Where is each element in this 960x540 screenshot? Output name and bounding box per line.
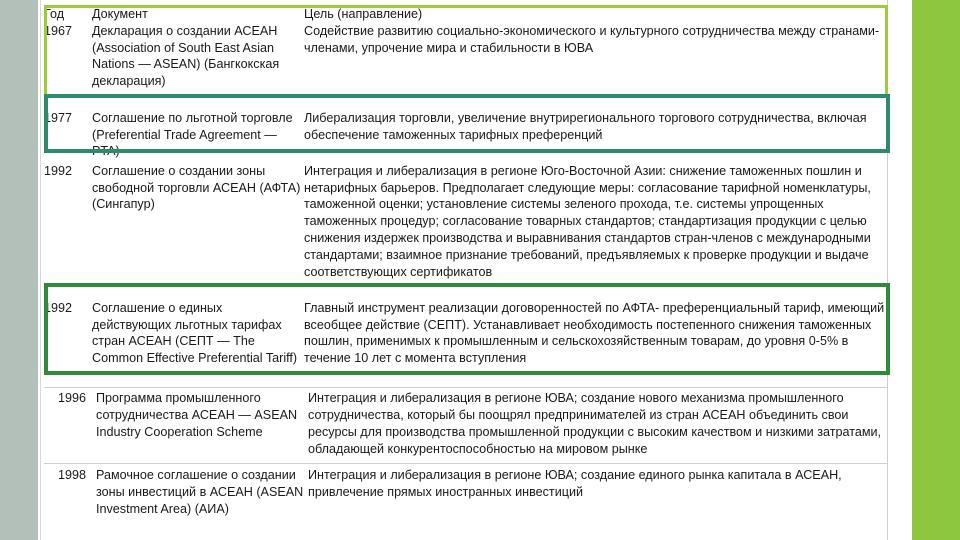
left-divider <box>40 0 41 540</box>
row-document: Соглашение по льготной торговле (Preferential Trade Agreement — PTA) <box>92 110 293 159</box>
header-goal: Цель (направление) <box>304 7 423 21</box>
row-goal: Интеграция и либерализация в регионе Юго-Восточной Азии: снижение таможенных пошлин и нетарифных барьеров. Предполагает следующие меры: согласование тарифной номенклатуры, таможенной оценки; установление системы зеленого прохода, т.е. системы упрощенных таможенных процедур; согласование товарных стандартов; стандартизация продукции с целью снижения издержек производства и выравнивания стандартов стран-членов с международными стандартами; взаимное признание требований, предъявляемых к проверке продукции и выдаче соответствующих сертификатов <box>304 163 871 279</box>
row-goal: Содействие развитию социально-экономического и культурного сотрудничества между странами-членами, упрочение мира и стабильности в ЮВА <box>304 23 880 55</box>
row-year: 1992 <box>44 163 73 178</box>
row-year: 1996 <box>44 388 92 464</box>
row-goal: Главный инструмент реализации договоренностей по АФТА- преференциальный тариф, имеющий всеобщее действие (СЕПТ). Устанавливает необходимость постепенного снижения таможенных пошлин, применимых к промышленным и сельскохозяйственным товарам, до уровня 0-5% в течение 10 лет с момента вступления <box>304 300 885 366</box>
right-decor-strip <box>912 0 960 540</box>
row-goal: Интеграция и либерализация в регионе ЮВА; создание нового механизма промышленного сотрудничества, который бы поощрял предпринимателей из стран АСЕАН объединить свои ресурсы для производства промышленной продукции с высоким качеством и низкими затратами, обладающей конкурентоспособностью на мировом рынке <box>304 388 888 464</box>
table-row <box>44 110 888 163</box>
row-document: Соглашение о единых действующих льготных тарифах стран АСЕАН (СЕПТ — The Common Effective Preferential Tariff) <box>92 300 298 366</box>
row-document: Рамочное соглашение о создании зоны инвестиций в АСЕАН (ASEAN Investment Area) (АИА) <box>92 464 304 518</box>
table-header-row <box>44 6 888 23</box>
left-decor-strip <box>0 0 38 540</box>
row-year: 1967 <box>44 23 73 38</box>
row-year: 1998 <box>44 464 92 518</box>
table-row <box>44 23 888 110</box>
row-year: 1977 <box>44 110 73 125</box>
row-year: 1992 <box>44 300 73 315</box>
header-document: Документ <box>92 7 148 21</box>
table-row <box>44 388 888 464</box>
header-year: Год <box>44 7 65 21</box>
row-goal: Либерализация торговли, увеличение внутрирегионального торгового сотрудничества, включая обеспечение таможенных тарифных преференций <box>304 110 867 142</box>
row-document: Соглашение о создании зоны свободной торговли АСЕАН (АФТА) (Сингапур) <box>92 163 301 212</box>
table-row <box>44 300 888 388</box>
row-document: Программа промышленного сотрудничества АСЕАН — ASEAN Industry Cooperation Scheme <box>92 388 304 464</box>
row-goal: Интеграция и либерализация в регионе ЮВА; создание единого рынка капитала в АСЕАН, привлечение прямых иностранных инвестиций <box>304 464 888 518</box>
row-document: Декларация о создании АСЕАН (Association of South East Asian Nations — ASEAN) (Бангкокская декларация) <box>92 23 280 89</box>
table-row <box>44 464 888 518</box>
table-row <box>44 163 888 300</box>
asean-agreements-table <box>44 6 888 518</box>
